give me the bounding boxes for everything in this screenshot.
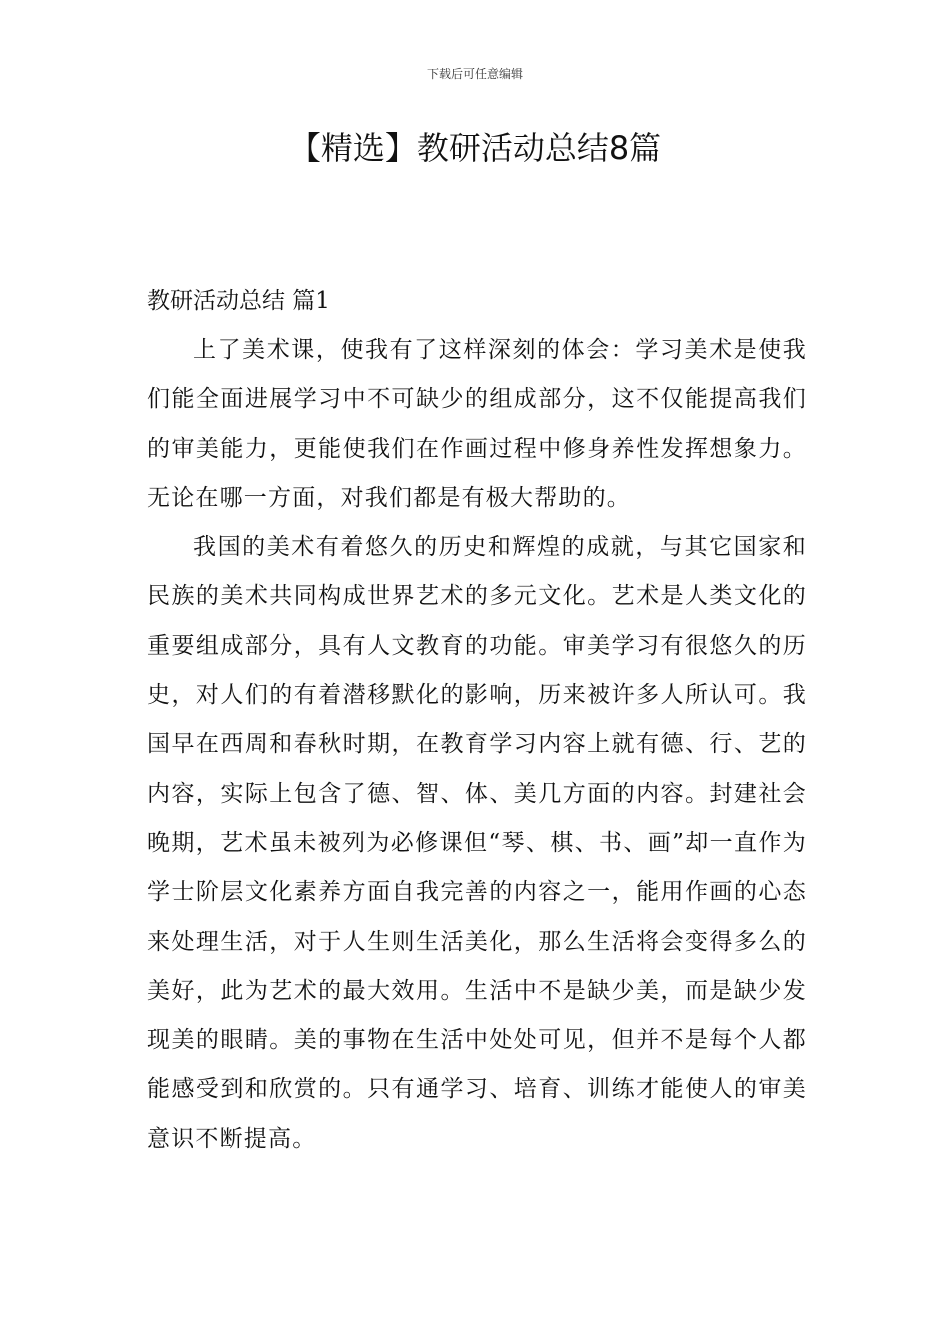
paragraph-2: 我国的美术有着悠久的历史和辉煌的成就，与其它国家和民族的美术共同构成世界艺术的多元文化。艺术是人类文化的重要组成部分，具有人文教育的功能。审美学习有很悠久的历史，对人们的有着潜移默化的影响，历来被许多人所认可。我国早在西周和春秋时期，在教育学习内容上就有德、行、艺的内容，实际上包含了德、智、体、美几方面的内容。封建社会晚期，艺术虽未被列为必修课但“琴、棋、书、画”却一直作为学士阶层文化素养方面自我完善的内容之一，能用作画的心态来处理生活，对于人生则生活美化，那么生活将会变得多么的美好，此为艺术的最大效用。生活中不是缺少美，而是缺少发现美的眼睛。美的事物在生活中处处可见，但并不是每个人都能感受到和欣赏的。只有通学习、培育、训练才能使人的审美意识不断提高。 — [147, 534, 807, 1152]
section-heading: 教研活动总结 篇1 — [147, 288, 330, 314]
document-body — [147, 277, 807, 1164]
document-title: 【精选】教研活动总结8篇 — [288, 129, 662, 167]
paragraph-1: 上了美术课，使我有了这样深刻的体会：学习美术是使我们能全面进展学习中不可缺少的组成部分，这不仅能提高我们的审美能力，更能使我们在作画过程中修身养性发挥想象力。无论在哪一方面，对我们都是有极大帮助的。 — [147, 337, 807, 511]
header-note: 下载后可任意编辑 — [426, 67, 523, 81]
